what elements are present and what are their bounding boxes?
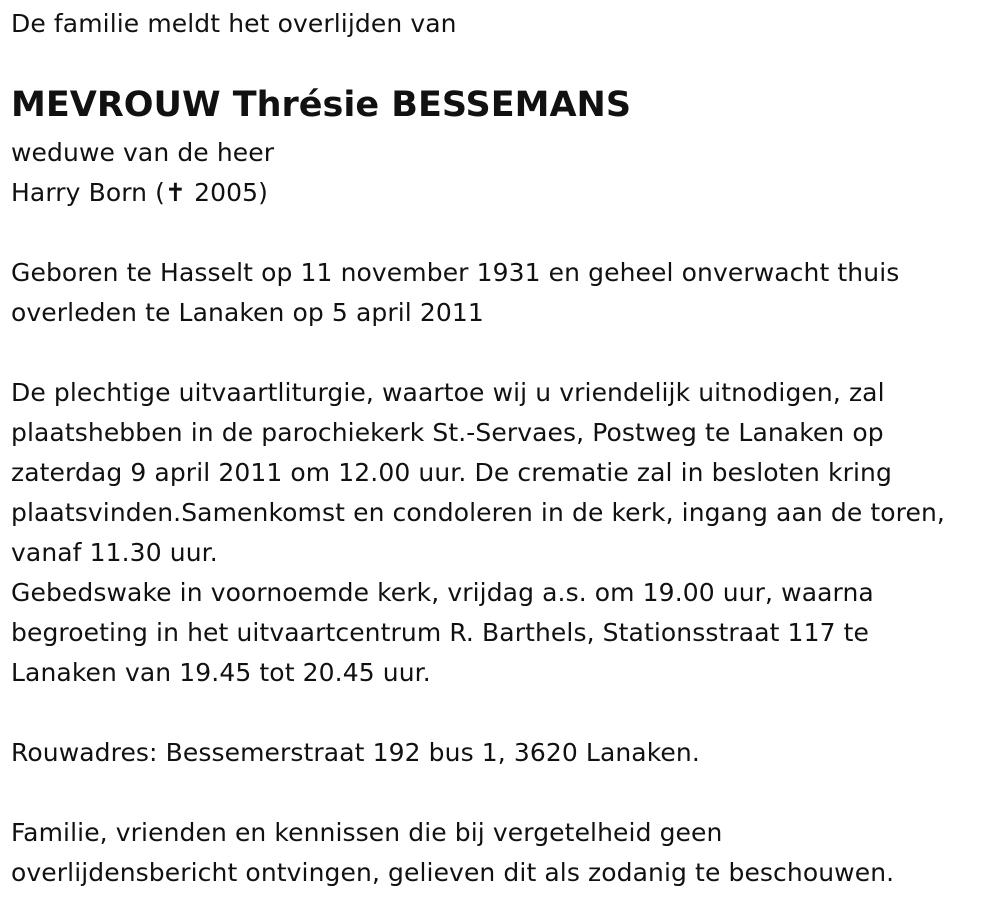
widow-line: Harry Born (✝ 2005): [11, 178, 268, 207]
intro-text: De familie meldt het overlijden van: [11, 9, 457, 38]
funeral-line: zaterdag 9 april 2011 om 12.00 uur. De crematie zal in besloten kring: [11, 458, 892, 487]
widow-line: weduwe van de heer: [11, 138, 275, 167]
family-note-line: overlijdensbericht ontvingen, gelieven dit als zodanig te beschouwen.: [11, 858, 895, 887]
funeral-line: vanaf 11.30 uur.: [11, 538, 218, 567]
mourning-address: Rouwadres: Bessemerstraat 192 bus 1, 3620 Lanaken.: [11, 738, 700, 767]
address-block: [11, 733, 700, 773]
birth-death-line: overleden te Lanaken op 5 april 2011: [11, 298, 484, 327]
vigil-line: Lanaken van 19.45 tot 20.45 uur.: [11, 658, 431, 687]
widow-block: [11, 133, 274, 213]
family-note-line: Familie, vrienden en kennissen die bij vergetelheid geen: [11, 818, 723, 847]
funeral-line: De plechtige uitvaartliturgie, waartoe wij u vriendelijk uitnodigen, zal: [11, 378, 885, 407]
vigil-line: Gebedswake in voornoemde kerk, vrijdag a.s. om 19.00 uur, waarna: [11, 578, 874, 607]
vigil-line: begroeting in het uitvaartcentrum R. Barthels, Stationsstraat 117 te: [11, 618, 870, 647]
family-note-block: [11, 813, 894, 893]
birth-death-block: [11, 253, 899, 333]
birth-death-line: Geboren te Hasselt op 11 november 1931 en geheel onverwacht thuis: [11, 258, 900, 287]
deceased-name: MEVROUW Thrésie BESSEMANS: [11, 85, 632, 125]
funeral-line: plaatshebben in de parochiekerk St.-Servaes, Postweg te Lanaken op: [11, 418, 884, 447]
funeral-block: [11, 373, 945, 693]
funeral-line: plaatsvinden.Samenkomst en condoleren in de kerk, ingang aan de toren,: [11, 498, 945, 527]
